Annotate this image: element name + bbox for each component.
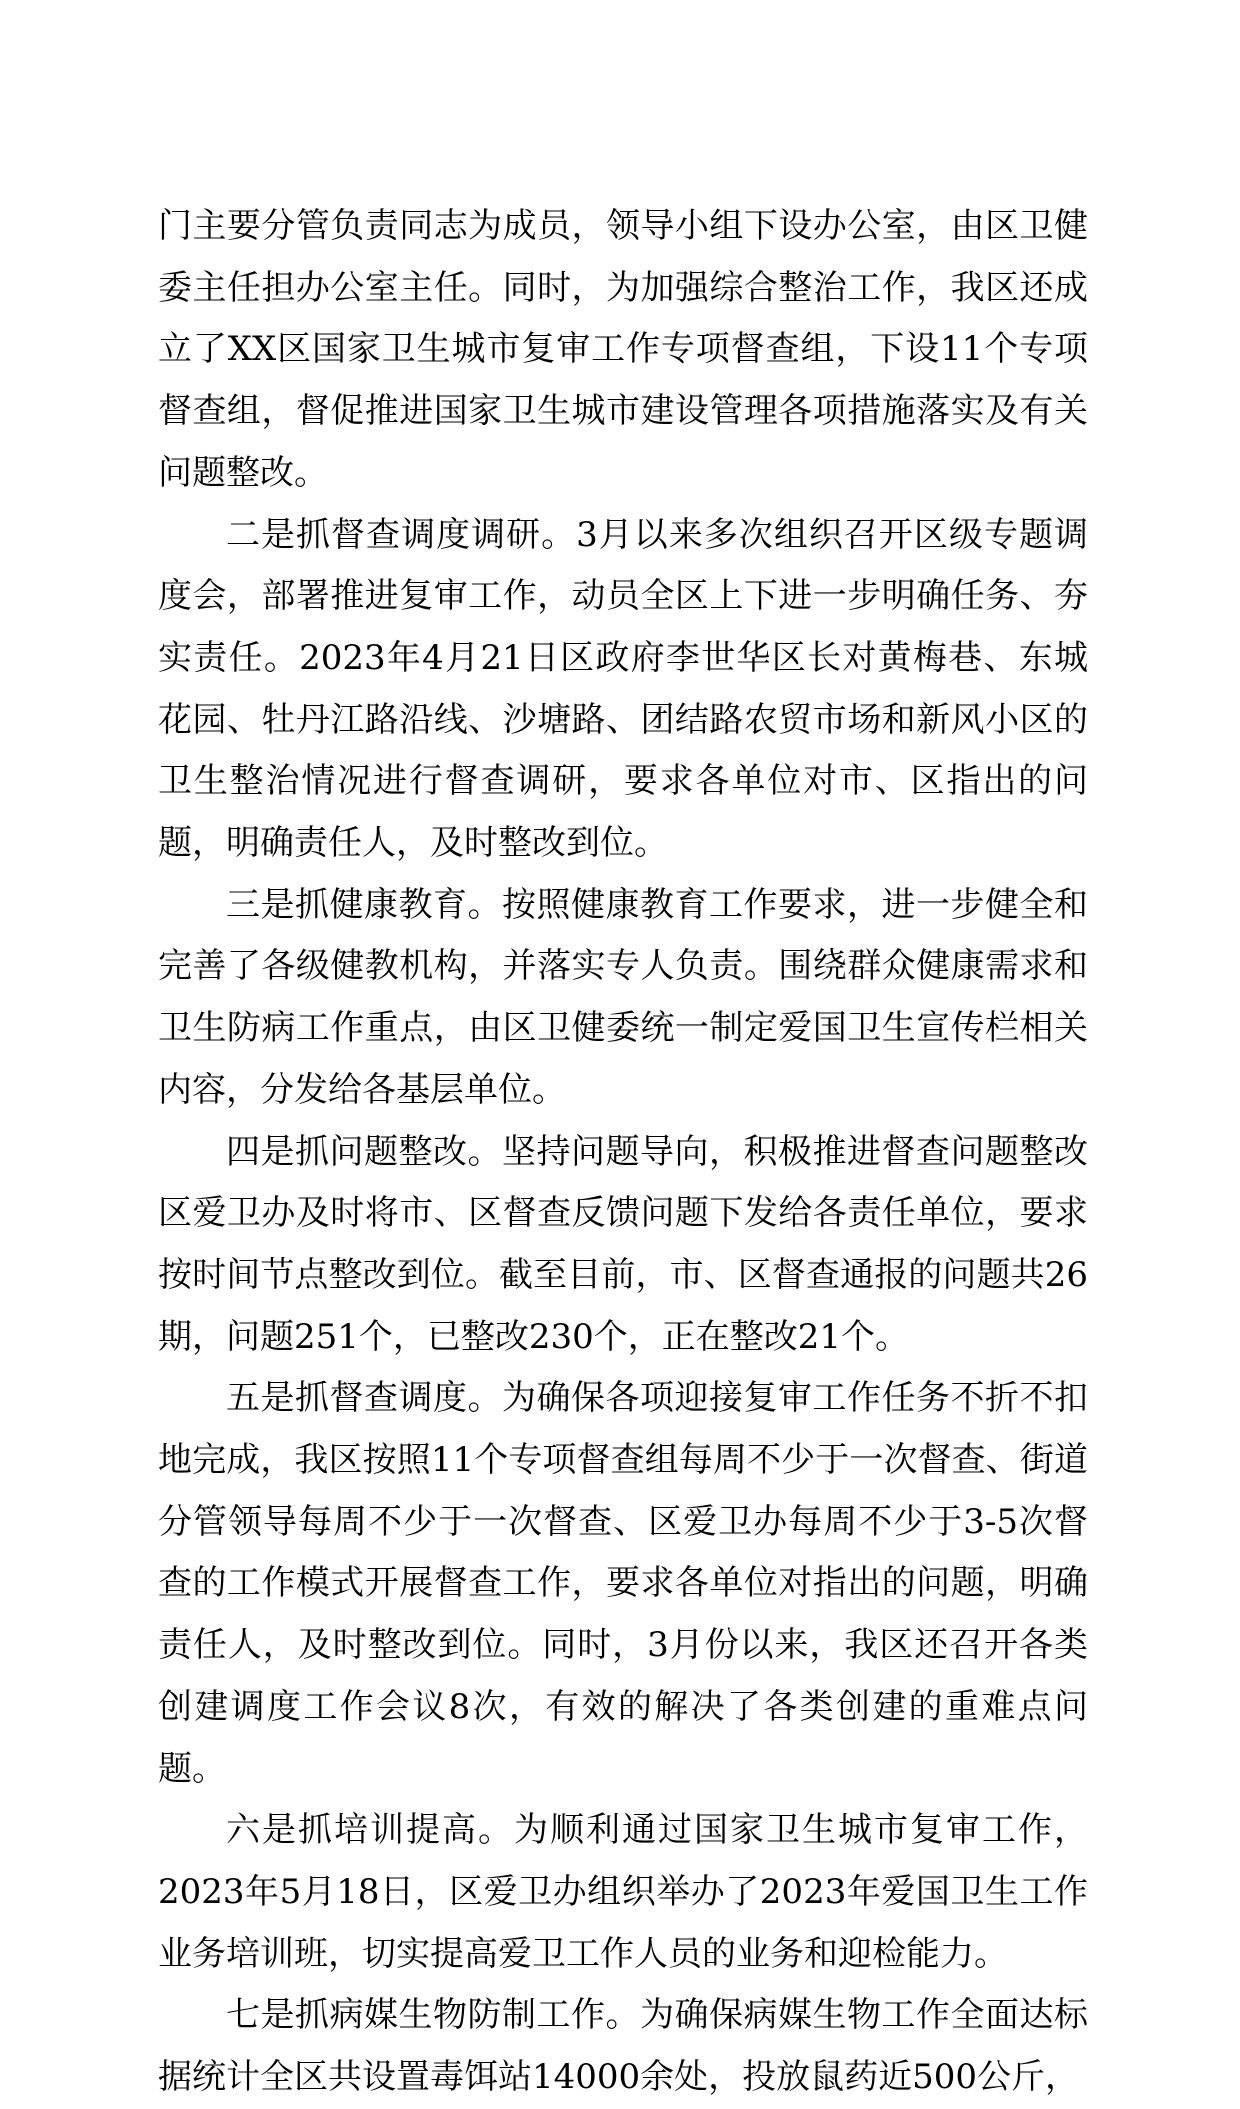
paragraph-problem-rectification: 四是抓问题整改。坚持问题导向，积极推进督查问题整改区爱卫办及时将市、区督查反馈问题下发给各责任单位，要求按时间节点整改到位。截至目前，市、区督查通报的问题共26期，问题251个，已整改230个，正在整改21个。: [158, 1131, 1088, 1357]
paragraph-continuation: 门主要分管负责同志为成员，领导小组下设办公室，由区卫健委主任担办公室主任。同时，为加强综合整治工作，我区还成立了XX区国家卫生城市复审工作专项督查组，下设11个专项督查组，督促推进国家卫生城市建设管理各项措施落实及有关问题整改。: [158, 206, 1088, 493]
document-body: [158, 196, 1088, 2109]
paragraph-health-education: 三是抓健康教育。按照健康教育工作要求，进一步健全和完善了各级健教机构，并落实专人负责。围绕群众健康需求和卫生防病工作重点，由区卫健委统一制定爱国卫生宣传栏相关内容，分发给各基层单位。: [158, 884, 1088, 1110]
paragraph-training: 六是抓培训提高。为顺利通过国家卫生城市复审工作，2023年5月18日，区爱卫办组织举办了2023年爱国卫生工作业务培训班，切实提高爱卫工作人员的业务和迎检能力。: [158, 1810, 1088, 1974]
paragraph-supervision-scheduling: 五是抓督查调度。为确保各项迎接复审工作任务不折不扣地完成，我区按照11个专项督查组每周不少于一次督查、街道分管领导每周不少于一次督查、区爱卫办每周不少于3-5次督查的工作模式开展督查工作，要求各单位对指出的问题，明确责任人，及时整改到位。同时，3月份以来，我区还召开各类创建调度工作会议8次，有效的解决了各类创建的重难点问题。: [158, 1378, 1089, 1789]
paragraph-supervision-research: 二是抓督查调度调研。3月以来多次组织召开区级专题调度会，部署推进复审工作，动员全区上下进一步明确任务、夯实责任。2023年4月21日区政府李世华区长对黄梅巷、东城花园、牡丹江路沿线、沙塘路、团结路农贸市场和新风小区的卫生整治情况进行督查调研，要求各单位对市、区指出的问题，明确责任人，及时整改到位。: [158, 514, 1088, 864]
paragraph-vector-control: 七是抓病媒生物防制工作。为确保病媒生物工作全面达标据统计全区共设置毒饵站14000余处，投放鼠药近500公斤，: [158, 1995, 1088, 2098]
